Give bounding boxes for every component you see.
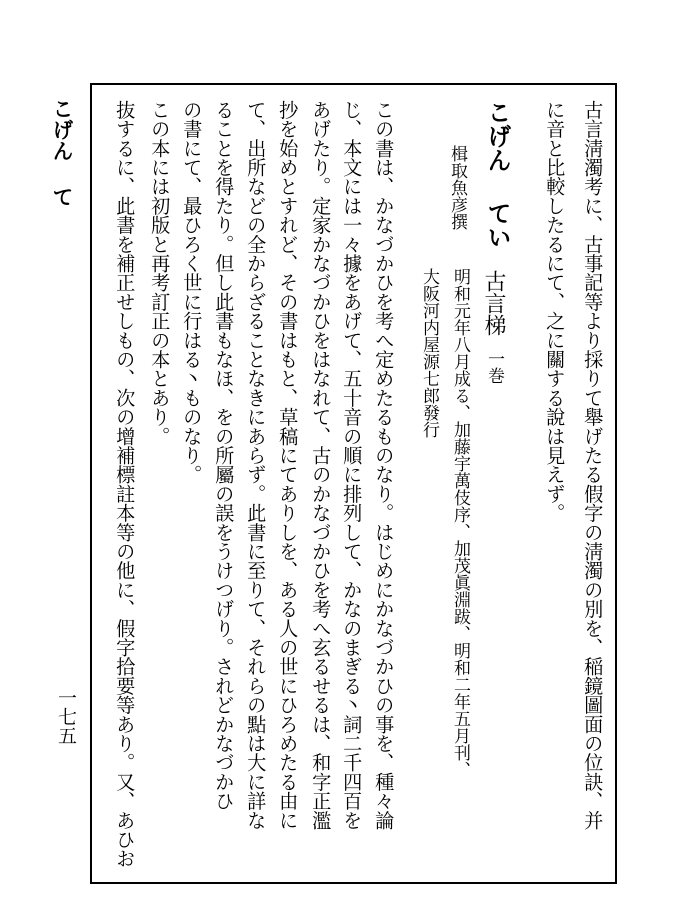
text-line: て、出所などの全からざることなきにあらず。此書に至りて、それらの點は大に詳な [244,100,268,830]
text-line: この書は、かなづかひを考へ定めたるものなり。はじめにかなづかひの事を、種々論 [372,100,396,830]
entry-author: 楫取魚彦撰 [447,145,467,230]
running-head: こげん て [50,98,75,207]
text-line: 古言淸濁考に、古事記等より採りて舉げたる假字の淸濁の別を、稲鏡圖面の位訣、并 [581,100,605,830]
text-line: に音と比較したるにて、之に關する說は見えず。 [543,100,567,523]
text-line: の書にて、最ひろく世に行はる丶ものなり。 [180,100,204,484]
text-line: あげたり。定家かなづかひをはなれて、古のかなづかひを考へ玄るせるは、和字正濫 [309,100,333,830]
text-line: 抜するに、此書を補正せしもの、次の增補標註本等の他に、假字拾要等あり。又、あひお [113,100,137,868]
text-line: 抄を始めとすれど、その書はもと、草稿にてありしを、ある人の世にひろめたる由に [276,100,300,830]
entry-volumes: 一巻 [484,350,504,384]
entry-publisher: 大阪河内屋源七郎發行 [419,268,439,438]
entry-heading: こげん てい [483,100,512,249]
text-line: じ、本文には一々據をあげて、五十音の順に排列して、かなのまぎる丶詞二千四百を [340,100,364,830]
page-number: 一七五 [55,688,77,745]
entry-dates: 明和元年八月成る、加藤宇萬伎序、加茂眞淵跋、明和二年五月刊、 [450,268,470,778]
entry-title: 古言梯 [481,270,506,336]
text-line: この本には初版と再考訂正の本とあり。 [148,100,172,446]
text-line: ることを得たり。但し此書もなほ、をの所屬の誤をうけつげり。されどかなづかひ [212,100,236,811]
